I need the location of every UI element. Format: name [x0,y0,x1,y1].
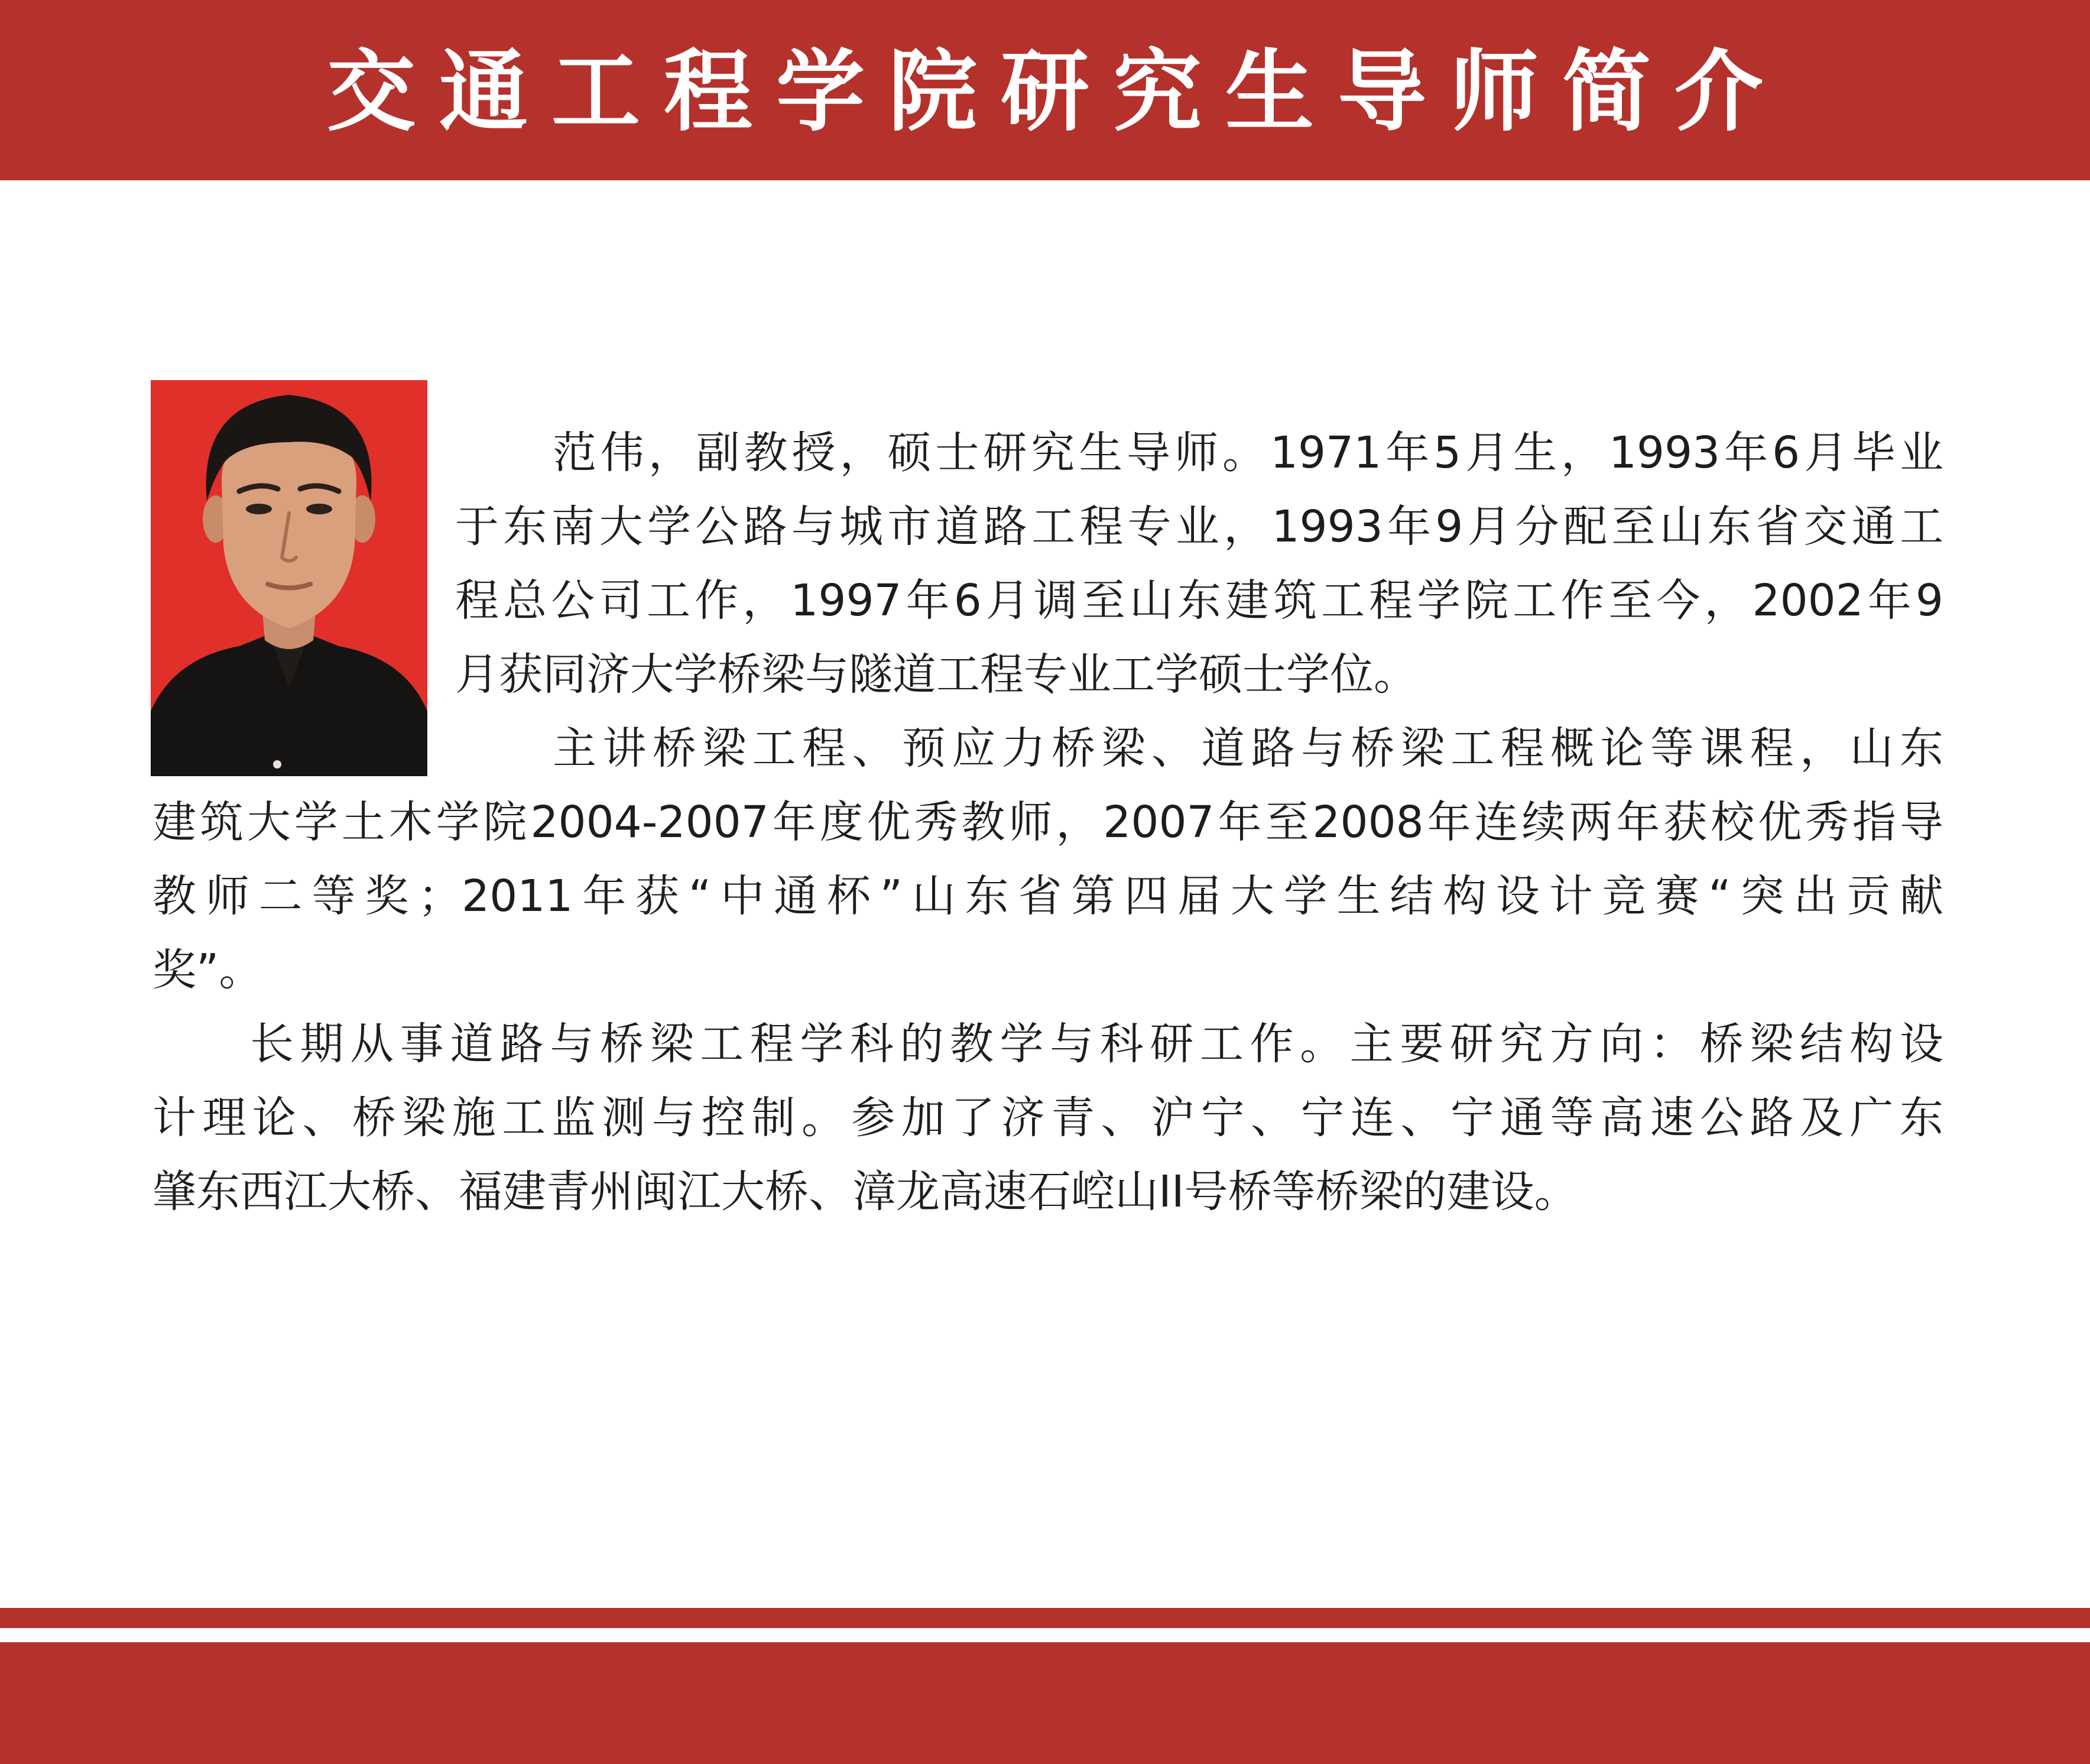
bio-paragraph-2-line-3: 教师二等奖；2011年获“中通杯”山东省第四届大学生结构设计竞赛“突出贡献 [152,871,1943,922]
bio-paragraph-1-line-4: 月获同济大学桥梁与隧道工程专业工学硕士学位。 [455,649,1417,700]
bio-paragraph-3-line-3: 肇东西江大桥、福建青州闽江大桥、漳龙高速石崆山II号桥等桥梁的建设。 [152,1166,1578,1217]
bio-paragraph-2-line-2: 建筑大学土木学院2004-2007年度优秀教师，2007年至2008年连续两年获校优秀指导 [152,797,1943,848]
bio-paragraph-1-line-3: 程总公司工作，1997年6月调至山东建筑工程学院工作至今，2002年9 [455,575,1943,626]
page-title: 交通工程学院研究生导师简介 [326,40,1787,144]
portrait-illustration [151,380,427,776]
portrait-photo [151,380,427,776]
bio-paragraph-3-line-2: 计理论、桥梁施工监测与控制。参加了济青、沪宁、宁连、宁通等高速公路及广东 [152,1092,1943,1143]
bio-paragraph-1-line-2: 于东南大学公路与城市道路工程专业，1993年9月分配至山东省交通工 [455,501,1943,552]
bio-paragraph-2-line-1: 主讲桥梁工程、预应力桥梁、道路与桥梁工程概论等课程，山东 [553,723,1943,774]
bio-paragraph-2-line-4: 奖”。 [152,945,263,996]
footer-stripe [0,1608,2090,1628]
footer-bar [0,1642,2090,1764]
bio-paragraph-1-line-1: 范伟，副教授，硕士研究生导师。1971年5月生，1993年6月毕业 [553,427,1943,478]
bio-paragraph-3-line-1: 长期从事道路与桥梁工程学科的教学与科研工作。主要研究方向：桥梁结构设 [250,1019,1943,1069]
